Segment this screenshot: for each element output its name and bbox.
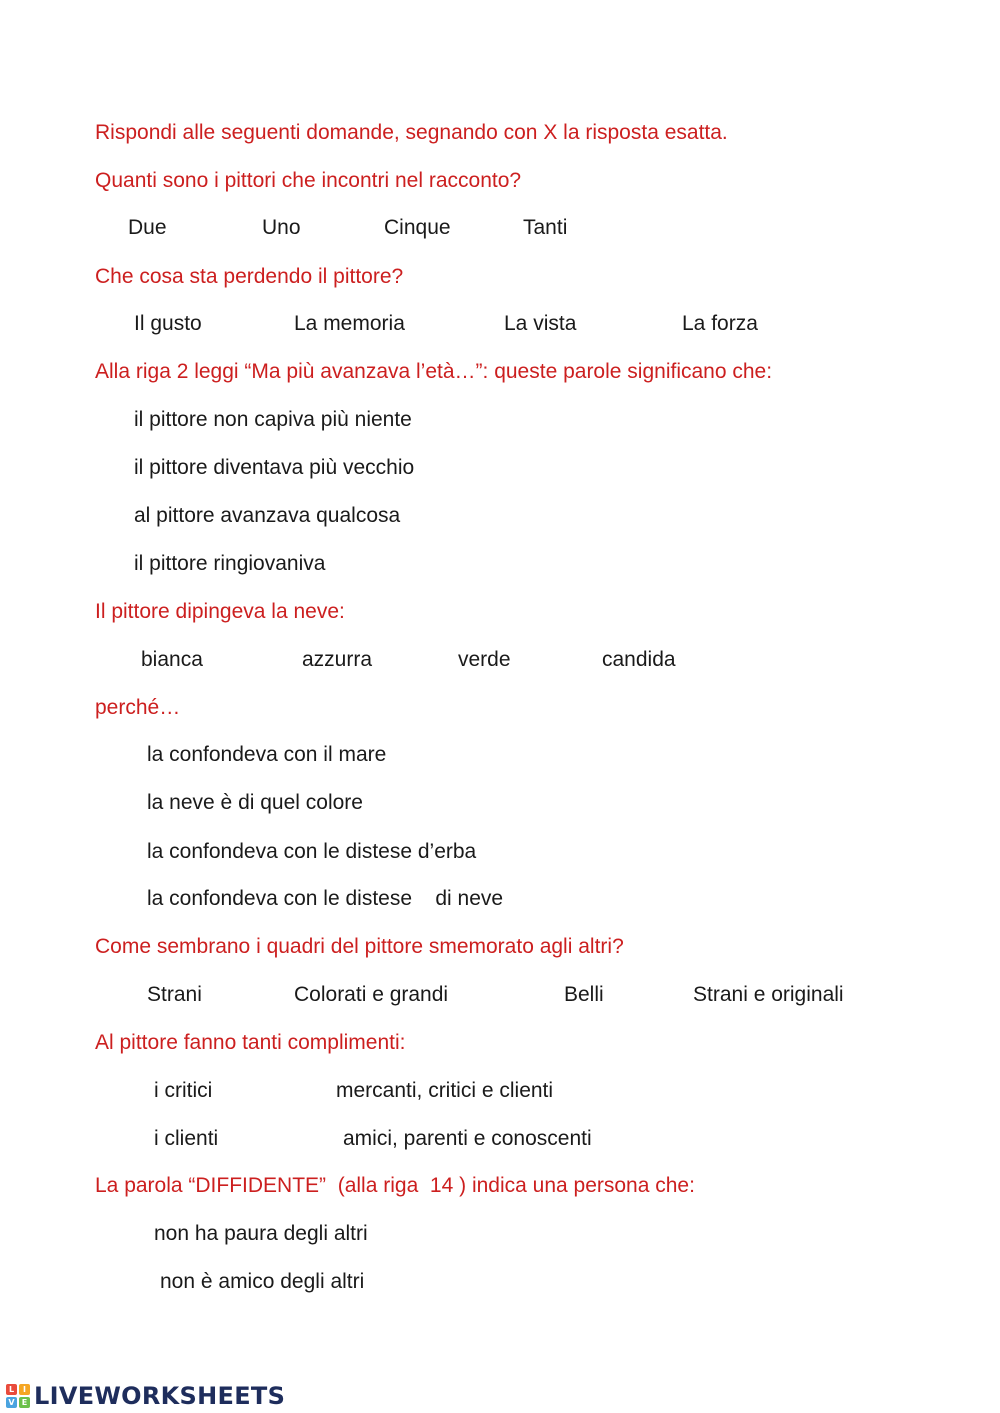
- answer-option[interactable]: Due: [128, 216, 167, 239]
- logo-mark-icon: [6, 1384, 30, 1408]
- answer-option[interactable]: la confondeva con il mare: [147, 743, 387, 766]
- answer-option[interactable]: i clienti: [154, 1127, 219, 1150]
- answer-option[interactable]: verde: [458, 648, 511, 671]
- liveworksheets-logo: [6, 1381, 285, 1411]
- question-2: Che cosa sta perdendo il pittore?: [95, 265, 404, 288]
- answer-option[interactable]: Il gusto: [134, 312, 202, 335]
- question-8: La parola “DIFFIDENTE” (alla riga 14 ) indica una persona che:: [95, 1174, 695, 1197]
- question-5: perché…: [95, 696, 181, 719]
- answer-option[interactable]: la confondeva con le distese di neve: [147, 887, 504, 910]
- answer-option[interactable]: Uno: [262, 216, 301, 239]
- answer-option[interactable]: bianca: [141, 648, 203, 671]
- answer-option[interactable]: la neve è di quel colore: [147, 791, 363, 814]
- answer-option[interactable]: non è amico degli altri: [160, 1270, 365, 1293]
- question-7: Al pittore fanno tanti complimenti:: [95, 1031, 406, 1054]
- logo-tile: V: [6, 1397, 17, 1408]
- answer-option[interactable]: il pittore ringiovaniva: [134, 552, 326, 575]
- answer-option[interactable]: La vista: [504, 312, 577, 335]
- question-1: Quanti sono i pittori che incontri nel racconto?: [95, 169, 522, 192]
- question-3: Alla riga 2 leggi “Ma più avanzava l’età…”: queste parole significano che:: [95, 360, 773, 383]
- logo-tile: I: [19, 1384, 30, 1395]
- answer-option[interactable]: amici, parenti e conoscenti: [343, 1127, 592, 1150]
- answer-option[interactable]: Strani: [147, 983, 202, 1006]
- answer-option[interactable]: Cinque: [384, 216, 451, 239]
- answer-option[interactable]: al pittore avanzava qualcosa: [134, 504, 401, 527]
- answer-option[interactable]: mercanti, critici e clienti: [336, 1079, 554, 1102]
- answer-option[interactable]: Colorati e grandi: [294, 983, 449, 1006]
- answer-option[interactable]: Belli: [564, 983, 604, 1006]
- answer-option[interactable]: Tanti: [523, 216, 568, 239]
- answer-option[interactable]: Strani e originali: [693, 983, 844, 1006]
- answer-option[interactable]: non ha paura degli altri: [154, 1222, 368, 1245]
- answer-option[interactable]: il pittore diventava più vecchio: [134, 456, 415, 479]
- logo-tile: L: [6, 1384, 17, 1395]
- answer-option[interactable]: La forza: [682, 312, 758, 335]
- answer-option[interactable]: La memoria: [294, 312, 405, 335]
- instruction: Rispondi alle seguenti domande, segnando con X la risposta esatta.: [95, 121, 728, 144]
- answer-option[interactable]: il pittore non capiva più niente: [134, 408, 412, 431]
- logo-tile: E: [19, 1397, 30, 1408]
- answer-option[interactable]: i critici: [154, 1079, 213, 1102]
- answer-option[interactable]: candida: [602, 648, 676, 671]
- logo-text: LIVEWORKSHEETS: [34, 1382, 286, 1410]
- answer-option[interactable]: la confondeva con le distese d’erba: [147, 840, 477, 863]
- question-6: Come sembrano i quadri del pittore smemorato agli altri?: [95, 935, 624, 958]
- question-4: Il pittore dipingeva la neve:: [95, 600, 345, 623]
- answer-option[interactable]: azzurra: [302, 648, 373, 671]
